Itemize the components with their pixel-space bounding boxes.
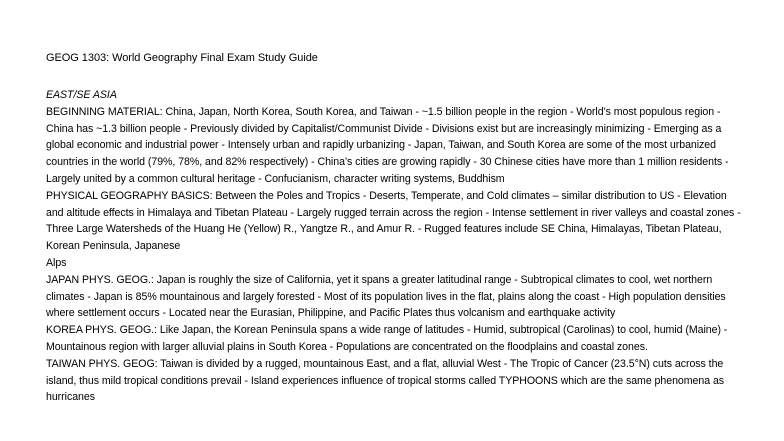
paragraph-alps: Alps <box>46 256 67 269</box>
paragraph-korea-phys-geog: KOREA PHYS. GEOG.: Like Japan, the Korean Peninsula spans a wide range of latitudes - Humid, subtropical (Carolinas) to cool, humid (Maine) - Mountainous region with larger alluvial plains in South Korea - Populations are concentrated on the floodplains and coastal zones. <box>46 324 728 353</box>
paragraph-beginning-material: BEGINNING MATERIAL: China, Japan, North Korea, South Korea, and Taiwan - ~1.5 billion people in the region - World’s most populous region - China has ~1.3 billion people - Previously divided by Capitalist/Communist Divide - Divisions exist but are increasingly minimizing - Emerging as a global economic and industrial power - Intensely urban and rapidly urbanizing - Japan, Taiwan, and South Korea are some of the most urbanized countries in the world (79%, 78%, and 82% respectively) - China’s cities are growing rapidly - 30 Chinese cities have more than 1 million residents - Largely united by a common cultural heritage - Confucianism, character writing systems, Buddhism <box>46 105 729 185</box>
region-heading: EAST/SE ASIA <box>46 89 117 101</box>
document-page <box>46 50 746 406</box>
paragraph-taiwan-phys-geog: TAIWAN PHYS. GEOG: Taiwan is divided by a rugged, mountainous East, and a flat, alluvial West - The Tropic of Cancer (23.5°N) cuts across the island, thus mild tropical conditions prevail - Island experiences influence of tropical storms called TYPHOONS which are the same phenomena as hurricanes <box>46 357 725 404</box>
paragraph-japan-phys-geog: JAPAN PHYS. GEOG.: Japan is roughly the size of California, yet it spans a greater latitudinal range - Subtropical climates to cool, wet northern climates - Japan is 85% mountainous and largely forested - Most of its population lives in the flat, plains along the coast - High population densities where settlement occurs - Located near the Eurasian, Philippine, and Pacific Plates thus volcanism and earthquake activity <box>46 273 726 320</box>
paragraph-physical-geography-basics: PHYSICAL GEOGRAPHY BASICS: Between the Poles and Tropics - Deserts, Temperate, and Cold climates – similar distribution to US - Elevation and altitude effects in Himalaya and Tibetan Plateau - Largely rugged terrain across the region - Intense settlement in river valleys and coastal zones - Three Large Watersheds of the Huang He (Yellow) R., Yangtze R., and Amur R. - Rugged features include SE China, Himalayas, Tibetan Plateau, Korean Peninsula, Japanese <box>46 189 741 253</box>
document-title: GEOG 1303: World Geography Final Exam Study Guide <box>46 52 318 64</box>
